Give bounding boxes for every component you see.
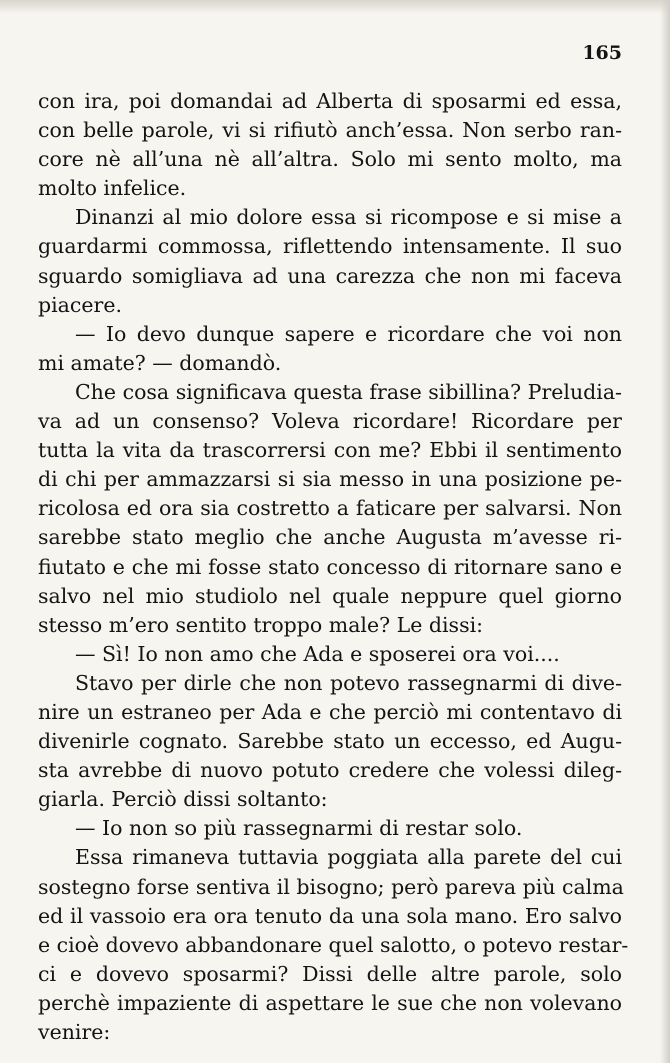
text-line: salvo nel mio studiolo nel quale neppure quel giorno bbox=[38, 583, 622, 608]
text-line: sarebbe stato meglio che anche Augusta m’avesse ri- bbox=[38, 525, 622, 550]
text-line: sta avrebbe di nuovo potuto credere che volessi dileg- bbox=[38, 758, 622, 783]
text-line: — Io devo dunque sapere e ricordare che voi non bbox=[75, 321, 622, 346]
text-line: va ad un consenso? Voleva ricordare! Ricordare per bbox=[38, 409, 622, 434]
page-number: 165 bbox=[582, 42, 622, 64]
text-line: ed il vassoio era ora tenuto da una sola mano. Ero salvo bbox=[38, 903, 622, 928]
text-line: ricolosa ed ora sia costretto a faticare per salvarsi. Non bbox=[38, 496, 622, 521]
text-line: venire: bbox=[38, 1020, 111, 1044]
scan-edge-right bbox=[660, 0, 670, 1063]
text-line: di chi per ammazzarsi si sia messo in una posizione pe- bbox=[38, 467, 622, 492]
text-line: nire un estraneo per Ada e che perciò mi contentavo di bbox=[38, 699, 622, 724]
text-line: guardarmi commossa, riflettendo intensamente. Il suo bbox=[38, 234, 622, 259]
text-line: — Io non so più rassegnarmi di restar solo. bbox=[75, 816, 523, 841]
text-line: giarla. Perciò dissi soltanto: bbox=[38, 787, 328, 812]
text-line: Stavo per dirle che non potevo rassegnarmi di dive- bbox=[75, 670, 622, 695]
text-line: ci e dovevo sposarmi? Dissi delle altre parole, solo bbox=[38, 961, 622, 986]
text-line: tutta la vita da trascorrersi con me? Ebbi il sentimento bbox=[38, 438, 622, 463]
text-line: molto infelice. bbox=[38, 176, 187, 201]
text-line: divenirle cognato. Sarebbe stato un eccesso, ed Augu- bbox=[38, 729, 622, 754]
text-line: con belle parole, vi si rifiutò anch’essa. Non serbo ran- bbox=[38, 118, 622, 143]
text-line: Essa rimaneva tuttavia poggiata alla parete del cui bbox=[75, 845, 622, 870]
text-line: core nè all’una nè all’altra. Solo mi sento molto, ma bbox=[38, 147, 622, 172]
text-line: Che cosa significava questa frase sibillina? Preludia- bbox=[75, 379, 622, 404]
text-line: e cioè dovevo abbandonare quel salotto, o potevo restar- bbox=[38, 932, 629, 957]
text-line: perchè impaziente di aspettare le sue che non volevano bbox=[38, 990, 622, 1015]
body-text bbox=[38, 87, 629, 1047]
text-line: piacere. bbox=[38, 292, 122, 317]
scan-edge-top bbox=[0, 0, 670, 14]
text-line: stesso m’ero sentito troppo male? Le dissi: bbox=[38, 612, 484, 637]
text-line: mi amate? — domandò. bbox=[38, 350, 282, 375]
text-line: con ira, poi domandai ad Alberta di sposarmi ed essa, bbox=[38, 89, 622, 113]
text-line: sostegno forse sentiva il bisogno; però pareva più calma bbox=[38, 874, 624, 899]
text-line: Dinanzi al mio dolore essa si ricompose e si mise a bbox=[75, 205, 622, 230]
text-line: — Sì! Io non amo che Ada e sposerei ora voi.... bbox=[75, 641, 560, 666]
text-line: fiutato e che mi fosse stato concesso di ritornare sano e bbox=[38, 554, 622, 579]
text-line: sguardo somigliava ad una carezza che non mi faceva bbox=[38, 263, 622, 288]
